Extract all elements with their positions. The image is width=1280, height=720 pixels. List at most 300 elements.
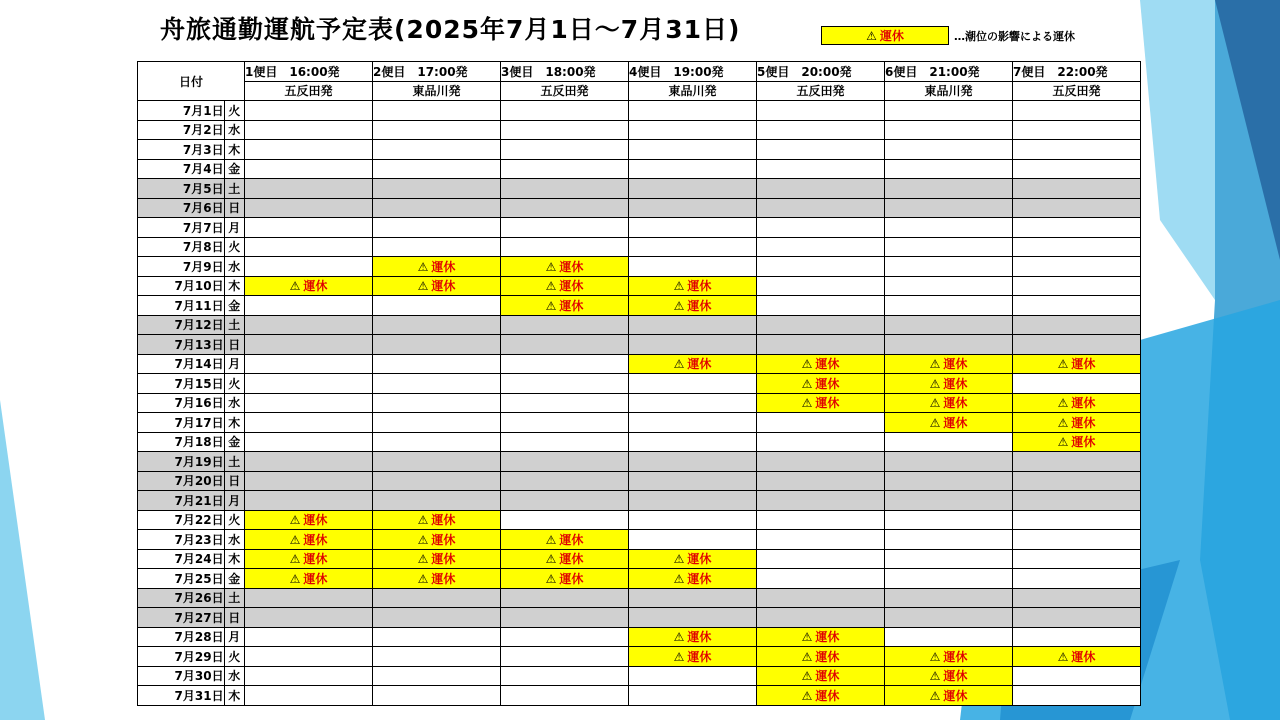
suspended-label: 運休 [1071,415,1096,430]
legend-suspended-box [821,26,949,45]
suspended-label: 運休 [559,279,584,294]
schedule-cell [245,491,373,511]
schedule-cell [629,315,757,335]
schedule-cell [757,335,885,355]
warning-icon: ⚠ [1057,396,1069,411]
suspended-label: 運休 [815,396,840,411]
schedule-cell [757,491,885,511]
warning-icon: ⚠ [929,357,941,372]
schedule-cell [245,393,373,413]
schedule-cell [629,374,757,394]
suspended-cell [501,257,629,277]
schedule-cell [885,471,1013,491]
suspended-cell [501,296,629,316]
date-cell: 7月12日 [138,315,225,335]
schedule-cell [629,237,757,257]
schedule-cell [245,588,373,608]
schedule-cell [373,432,501,452]
schedule-cell [885,608,1013,628]
origin-header: 東品川発 [373,81,501,101]
schedule-cell [373,393,501,413]
suspended-label: 運休 [815,649,840,664]
trip-header: 6便目 21:00発 [885,62,1013,82]
schedule-cell [629,179,757,199]
schedule-cell [1013,120,1141,140]
warning-icon: ⚠ [929,376,941,391]
table-row [138,432,1141,452]
suspended-cell [629,549,757,569]
schedule-cell [1013,510,1141,530]
warning-icon: ⚠ [1057,357,1069,372]
schedule-cell [373,237,501,257]
warning-icon: ⚠ [417,532,429,547]
table-row [138,471,1141,491]
suspended-cell [373,569,501,589]
schedule-cell [501,608,629,628]
schedule-cell [629,608,757,628]
warning-icon: ⚠ [417,259,429,274]
schedule-cell [373,647,501,667]
weekday-cell: 木 [224,276,244,296]
schedule-cell [1013,257,1141,277]
table-row [138,140,1141,160]
schedule-cell [373,588,501,608]
schedule-cell [501,159,629,179]
date-cell: 7月26日 [138,588,225,608]
date-cell: 7月29日 [138,647,225,667]
suspended-cell [1013,432,1141,452]
weekday-cell: 土 [224,179,244,199]
suspended-label: 運休 [431,513,456,528]
table-row [138,159,1141,179]
schedule-cell [1013,608,1141,628]
schedule-cell [885,198,1013,218]
suspended-cell [373,510,501,530]
schedule-cell [757,432,885,452]
suspended-cell [885,413,1013,433]
schedule-cell [1013,237,1141,257]
schedule-cell [1013,588,1141,608]
schedule-cell [501,120,629,140]
date-cell: 7月9日 [138,257,225,277]
schedule-cell [373,140,501,160]
suspended-label: 運休 [943,649,968,664]
suspended-cell [757,627,885,647]
warning-icon: ⚠ [929,649,941,664]
suspended-cell [885,686,1013,706]
date-cell: 7月27日 [138,608,225,628]
schedule-cell [885,101,1013,121]
schedule-cell [629,393,757,413]
schedule-cell [885,296,1013,316]
schedule-cell [501,432,629,452]
weekday-cell: 土 [224,452,244,472]
table-row [138,569,1141,589]
suspended-cell [1013,413,1141,433]
date-cell: 7月31日 [138,686,225,706]
schedule-cell [1013,627,1141,647]
schedule-cell [885,530,1013,550]
schedule-cell [757,569,885,589]
schedule-cell [245,159,373,179]
schedule-cell [757,549,885,569]
weekday-cell: 火 [224,101,244,121]
schedule-cell [501,510,629,530]
schedule-cell [885,120,1013,140]
date-cell: 7月7日 [138,218,225,238]
schedule-cell [757,530,885,550]
date-cell: 7月21日 [138,491,225,511]
schedule-cell [373,198,501,218]
table-row [138,198,1141,218]
warning-icon: ⚠ [417,513,429,528]
suspended-cell [373,530,501,550]
suspended-label: 運休 [1071,435,1096,450]
suspended-cell [629,647,757,667]
schedule-cell [501,140,629,160]
warning-icon: ⚠ [289,279,301,294]
table-row [138,276,1141,296]
schedule-cell [501,666,629,686]
schedule-cell [629,159,757,179]
schedule-cell [885,335,1013,355]
schedule-cell [1013,452,1141,472]
suspended-label: 運休 [815,357,840,372]
warning-icon: ⚠ [1057,435,1069,450]
warning-icon: ⚠ [673,298,685,313]
schedule-cell [501,686,629,706]
date-cell: 7月1日 [138,101,225,121]
schedule-cell [373,120,501,140]
weekday-cell: 月 [224,491,244,511]
schedule-table [137,61,1141,706]
warning-icon: ⚠ [801,630,813,645]
suspended-cell [757,686,885,706]
table-row [138,549,1141,569]
warning-icon: ⚠ [289,513,301,528]
warning-icon: ⚠ [417,279,429,294]
schedule-cell [1013,530,1141,550]
warning-icon: ⚠ [545,259,557,274]
weekday-cell: 木 [224,413,244,433]
suspended-cell [629,296,757,316]
table-row [138,510,1141,530]
date-cell: 7月16日 [138,393,225,413]
schedule-cell [757,179,885,199]
schedule-cell [885,140,1013,160]
schedule-cell [885,491,1013,511]
schedule-cell [501,179,629,199]
schedule-cell [245,686,373,706]
schedule-cell [245,666,373,686]
schedule-cell [245,627,373,647]
schedule-cell [757,608,885,628]
suspended-cell [501,549,629,569]
schedule-cell [885,159,1013,179]
suspended-cell [629,354,757,374]
suspended-cell [245,510,373,530]
schedule-cell [629,686,757,706]
suspended-cell [885,666,1013,686]
table-row [138,179,1141,199]
schedule-cell [1013,491,1141,511]
suspended-label: 運休 [559,259,584,274]
schedule-cell [757,588,885,608]
weekday-cell: 木 [224,140,244,160]
schedule-cell [373,666,501,686]
weekday-cell: 金 [224,569,244,589]
weekday-cell: 火 [224,237,244,257]
suspended-label: 運休 [815,669,840,684]
date-header: 日付 [138,62,245,101]
schedule-cell [245,315,373,335]
schedule-cell [757,471,885,491]
schedule-cell [757,198,885,218]
table-row [138,257,1141,277]
warning-icon: ⚠ [545,571,557,586]
schedule-cell [757,237,885,257]
suspended-label: 運休 [431,279,456,294]
suspended-label: 運休 [943,415,968,430]
suspended-cell [629,627,757,647]
suspended-cell [245,530,373,550]
date-cell: 7月24日 [138,549,225,569]
schedule-cell [245,647,373,667]
date-cell: 7月19日 [138,452,225,472]
suspended-label: 運休 [559,298,584,313]
schedule-cell [373,315,501,335]
weekday-cell: 火 [224,374,244,394]
table-row [138,588,1141,608]
schedule-cell [629,120,757,140]
schedule-cell [1013,315,1141,335]
schedule-cell [501,218,629,238]
weekday-cell: 火 [224,510,244,530]
suspended-cell [885,354,1013,374]
table-row [138,413,1141,433]
suspended-label: 運休 [687,298,712,313]
date-cell: 7月18日 [138,432,225,452]
schedule-cell [245,413,373,433]
schedule-cell [885,627,1013,647]
suspended-label: 運休 [687,552,712,567]
table-row [138,120,1141,140]
warning-icon: ⚠ [929,688,941,703]
suspended-label: 運休 [943,688,968,703]
schedule-cell [245,218,373,238]
schedule-cell [629,666,757,686]
schedule-cell [373,101,501,121]
schedule-cell [757,510,885,530]
schedule-cell [1013,374,1141,394]
schedule-cell [245,198,373,218]
suspended-label: 運休 [815,630,840,645]
schedule-cell [629,335,757,355]
schedule-cell [373,471,501,491]
date-cell: 7月5日 [138,179,225,199]
schedule-cell [629,510,757,530]
schedule-cell [1013,159,1141,179]
suspended-cell [501,569,629,589]
schedule-cell [757,452,885,472]
table-row [138,608,1141,628]
schedule-cell [885,569,1013,589]
weekday-cell: 土 [224,588,244,608]
warning-icon: ⚠ [417,571,429,586]
suspended-label: 運休 [303,513,328,528]
warning-icon: ⚠ [673,552,685,567]
suspended-label: 運休 [687,279,712,294]
schedule-cell [501,491,629,511]
weekday-cell: 月 [224,218,244,238]
schedule-cell [885,432,1013,452]
schedule-cell [501,101,629,121]
suspended-cell [501,530,629,550]
schedule-cell [501,198,629,218]
date-cell: 7月6日 [138,198,225,218]
suspended-cell [757,647,885,667]
schedule-cell [373,413,501,433]
origin-header: 五反田発 [501,81,629,101]
warning-icon: ⚠ [929,669,941,684]
schedule-cell [885,588,1013,608]
warning-icon: ⚠ [289,532,301,547]
schedule-cell [245,608,373,628]
schedule-cell [757,218,885,238]
date-cell: 7月2日 [138,120,225,140]
schedule-cell [245,471,373,491]
suspended-label: 運休 [1071,357,1096,372]
date-cell: 7月4日 [138,159,225,179]
table-row [138,296,1141,316]
table-row [138,237,1141,257]
origin-header: 東品川発 [629,81,757,101]
schedule-cell [885,276,1013,296]
table-row [138,101,1141,121]
schedule-cell [885,452,1013,472]
schedule-cell [757,101,885,121]
schedule-cell [885,510,1013,530]
schedule-cell [373,491,501,511]
schedule-cell [501,315,629,335]
weekday-cell: 木 [224,686,244,706]
schedule-cell [501,335,629,355]
schedule-cell [245,296,373,316]
warning-icon: ⚠ [545,279,557,294]
date-cell: 7月8日 [138,237,225,257]
legend [821,26,1075,45]
weekday-cell: 火 [224,647,244,667]
suspended-label: 運休 [815,376,840,391]
weekday-cell: 水 [224,257,244,277]
warning-icon: ⚠ [1057,649,1069,664]
schedule-cell [629,588,757,608]
suspended-cell [629,276,757,296]
warning-icon: ⚠ [673,279,685,294]
warning-icon: ⚠ [866,28,877,43]
weekday-cell: 金 [224,296,244,316]
schedule-cell [373,296,501,316]
schedule-cell [501,393,629,413]
table-row [138,491,1141,511]
warning-icon: ⚠ [801,376,813,391]
date-cell: 7月20日 [138,471,225,491]
schedule-cell [373,452,501,472]
schedule-cell [1013,569,1141,589]
date-cell: 7月30日 [138,666,225,686]
schedule-cell [501,588,629,608]
schedule-cell [373,218,501,238]
schedule-cell [245,120,373,140]
warning-icon: ⚠ [289,552,301,567]
schedule-cell [1013,471,1141,491]
schedule-cell [373,374,501,394]
suspended-cell [373,549,501,569]
schedule-cell [373,159,501,179]
schedule-cell [501,627,629,647]
weekday-cell: 水 [224,666,244,686]
table-row [138,686,1141,706]
schedule-cell [757,276,885,296]
schedule-cell [501,471,629,491]
suspended-label: 運休 [303,571,328,586]
warning-icon: ⚠ [929,396,941,411]
weekday-cell: 水 [224,120,244,140]
schedule-cell [629,491,757,511]
suspended-label: 運休 [303,552,328,567]
suspended-cell [885,374,1013,394]
suspended-cell [245,569,373,589]
suspended-cell [1013,393,1141,413]
schedule-cell [501,354,629,374]
suspended-cell [757,354,885,374]
suspended-label: 運休 [431,532,456,547]
warning-icon: ⚠ [801,357,813,372]
schedule-cell [373,686,501,706]
warning-icon: ⚠ [673,630,685,645]
schedule-cell [1013,335,1141,355]
table-row [138,354,1141,374]
schedule-cell [629,413,757,433]
table-row [138,452,1141,472]
schedule-cell [245,374,373,394]
schedule-cell [1013,296,1141,316]
warning-icon: ⚠ [673,649,685,664]
weekday-cell: 金 [224,432,244,452]
suspended-cell [1013,647,1141,667]
date-cell: 7月28日 [138,627,225,647]
schedule-cell [629,471,757,491]
schedule-cell [885,218,1013,238]
schedule-cell [757,120,885,140]
date-cell: 7月15日 [138,374,225,394]
suspended-label: 運休 [303,532,328,547]
schedule-cell [1013,549,1141,569]
warning-icon: ⚠ [801,688,813,703]
schedule-cell [373,354,501,374]
warning-icon: ⚠ [289,571,301,586]
suspended-label: 運休 [943,669,968,684]
schedule-cell [885,549,1013,569]
schedule-cell [245,335,373,355]
suspended-label: 運休 [943,357,968,372]
schedule-cell [1013,276,1141,296]
weekday-cell: 日 [224,335,244,355]
table-row [138,530,1141,550]
trip-header: 3便目 18:00発 [501,62,629,82]
weekday-cell: 日 [224,198,244,218]
date-cell: 7月14日 [138,354,225,374]
